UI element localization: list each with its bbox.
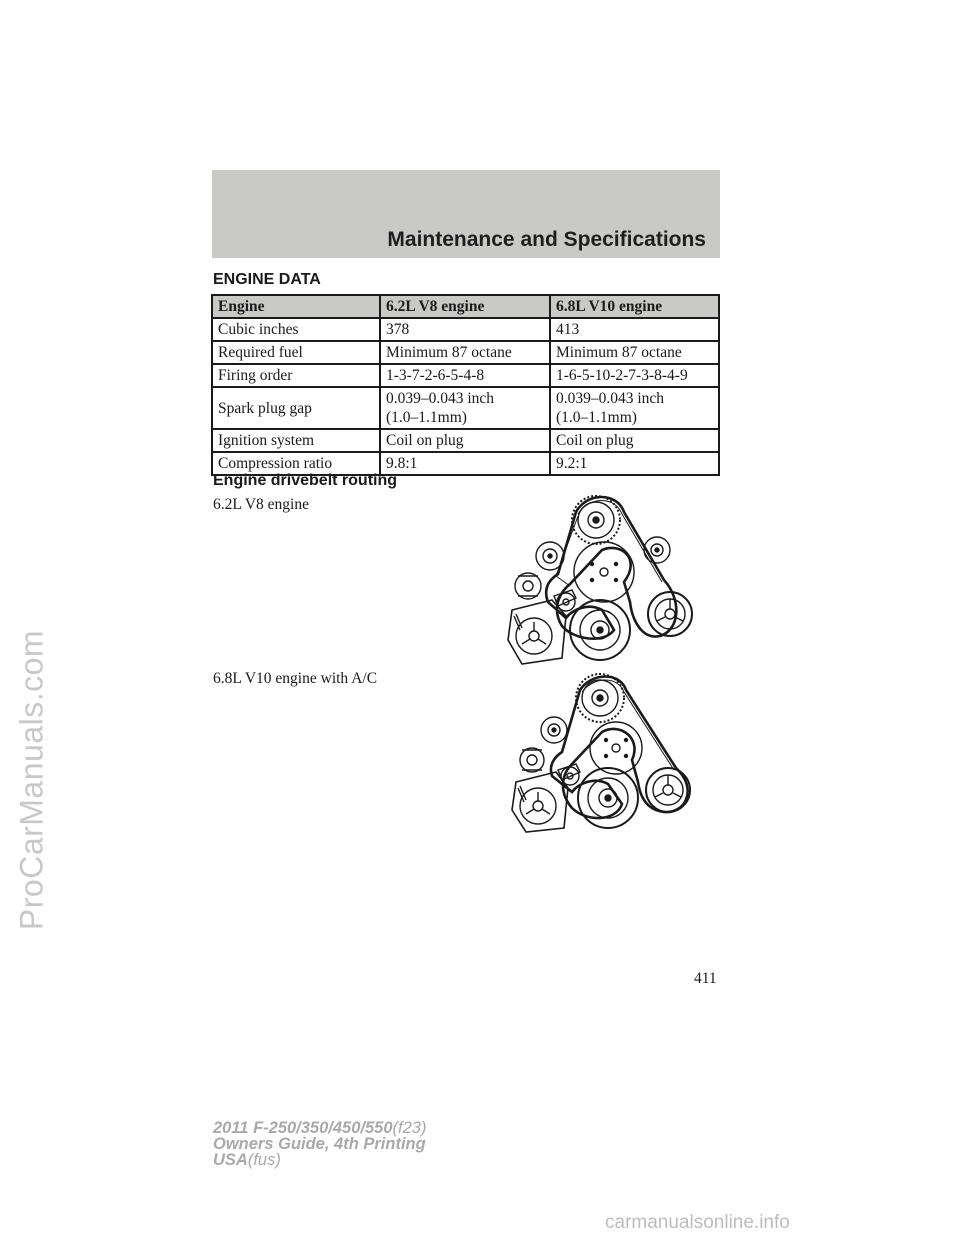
table-row: [212, 364, 719, 387]
page-number: 411: [694, 970, 717, 987]
v8-caption: 6.2L V8 engine: [213, 496, 309, 513]
table-cell: 1-3-7-2-6-5-4-8: [380, 364, 550, 387]
crankshaft-pulley: [578, 768, 638, 828]
table-cell: Cubic inches: [212, 318, 380, 341]
right-idler-pulley: [644, 537, 670, 563]
table-cell: Spark plug gap: [212, 387, 380, 429]
table-row: [212, 429, 719, 452]
section-title: Maintenance and Specifications: [387, 228, 706, 251]
footer-edition: Owners Guide, 4th Printing: [213, 1135, 426, 1153]
table-row: [212, 318, 719, 341]
power-steering-pulley: [648, 592, 692, 636]
table-cell: Minimum 87 octane: [380, 341, 550, 364]
left-idler-pulley: [536, 542, 564, 570]
table-cell: Firing order: [212, 364, 380, 387]
bottom-watermark: carmanualsonline.info: [605, 1212, 790, 1233]
table-cell: 378: [380, 318, 550, 341]
engine-data-table: [211, 294, 720, 476]
section-header: [212, 170, 720, 258]
v10-caption: 6.8L V10 engine with A/C: [213, 670, 378, 687]
column-header: 6.8L V10 engine: [550, 295, 719, 318]
v10-drivebelt-diagram: [498, 672, 702, 834]
engine-data-heading: ENGINE DATA: [213, 271, 321, 288]
table-cell: Ignition system: [212, 429, 380, 452]
table-cell: 0.039–0.043 inch (1.0–1.1mm): [380, 387, 550, 429]
table-cell: 9.8:1: [380, 452, 550, 475]
side-watermark: ProCarManuals.com: [13, 629, 50, 931]
alternator: [515, 573, 541, 599]
power-steering-pulley: [646, 768, 690, 812]
table-row: [212, 387, 719, 429]
table-cell: 1-6-5-10-2-7-3-8-4-9: [550, 364, 719, 387]
footer-market-code: (fus): [247, 1151, 281, 1169]
table-cell: Minimum 87 octane: [550, 341, 719, 364]
column-header: Engine: [212, 295, 380, 318]
footer-model: 2011 F-250/350/450/550: [213, 1119, 393, 1137]
table-cell: 9.2:1: [550, 452, 719, 475]
table-row: [212, 341, 719, 364]
footer-model-code: (f23): [392, 1119, 427, 1137]
document-footer: [213, 1120, 426, 1168]
footer-market: USA: [213, 1151, 248, 1169]
table-cell: 0.039–0.043 inch (1.0–1.1mm): [550, 387, 719, 429]
table-cell: 413: [550, 318, 719, 341]
table-cell: Coil on plug: [380, 429, 550, 452]
column-header: 6.2L V8 engine: [380, 295, 550, 318]
table-cell: Coil on plug: [550, 429, 719, 452]
v8-drivebelt-diagram: [492, 490, 708, 668]
alternator: [520, 748, 544, 772]
left-idler-pulley: [541, 717, 567, 743]
top-pulley: [576, 674, 624, 722]
drivebelt-heading: Engine drivebelt routing: [213, 472, 398, 489]
table-cell: Required fuel: [212, 341, 380, 364]
table-cell: Compression ratio: [212, 452, 380, 475]
table-header-row: [212, 295, 719, 318]
